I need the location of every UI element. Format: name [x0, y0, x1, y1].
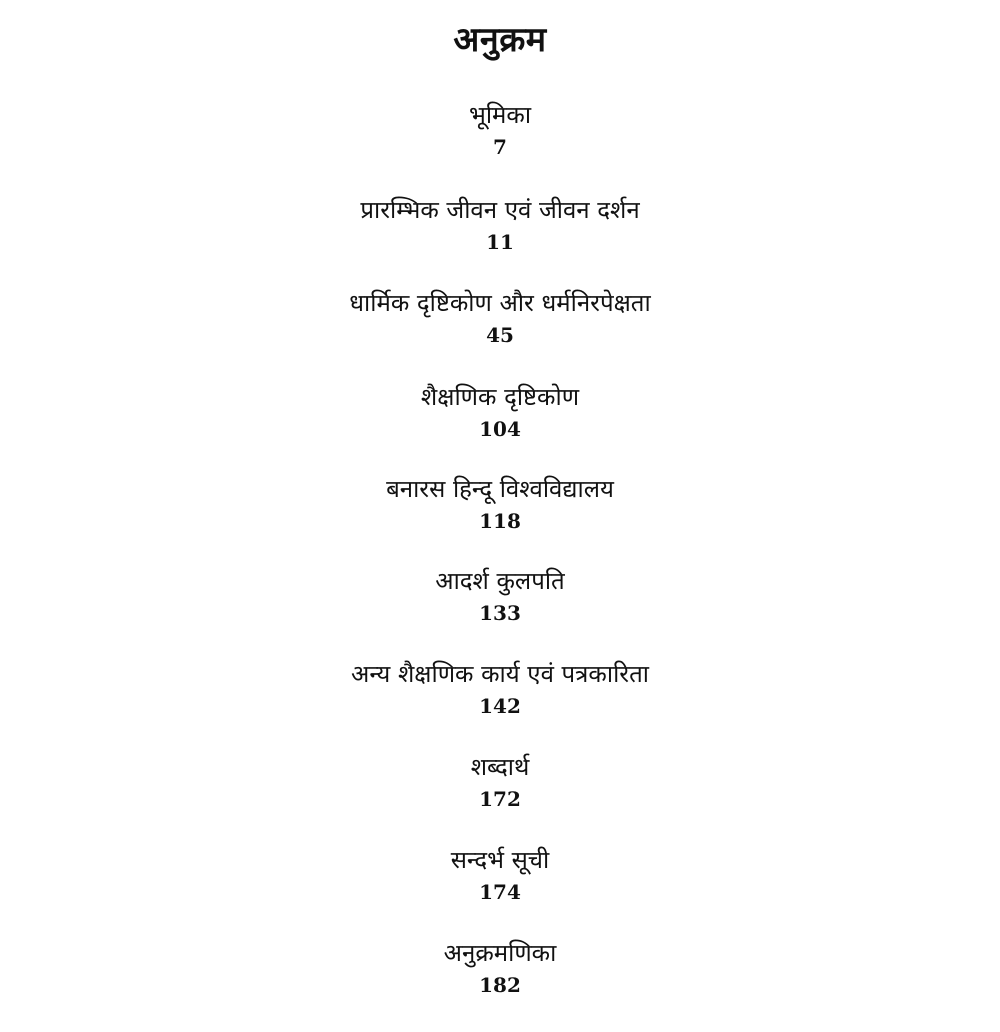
toc-entry: [0, 380, 1000, 442]
toc-entry: [0, 193, 1000, 255]
toc-entry-page-number: 133: [479, 601, 521, 625]
toc-entry: [0, 472, 1000, 534]
toc-entry-page-number: 11: [486, 230, 514, 254]
toc-entry-title: अनुक्रमणिका: [443, 939, 557, 967]
toc-entry-page-number: 174: [479, 880, 521, 904]
toc-entry-page-number: 118: [479, 509, 521, 533]
toc-entry-title: बनारस हिन्दू विश्वविद्यालय: [386, 475, 614, 503]
toc-entry-page-number: 182: [479, 973, 521, 997]
toc-entry-title: अन्य शैक्षणिक कार्य एवं पत्रकारिता: [350, 660, 650, 688]
toc-entry-title: प्रारम्भिक जीवन एवं जीवन दर्शन: [360, 196, 640, 224]
toc-entry-title: शब्दार्थ: [470, 753, 530, 781]
page-title: अनुक्रम: [453, 20, 547, 60]
toc-entry-title: आदर्श कुलपति: [435, 567, 565, 595]
toc-entry-page-number: 104: [479, 417, 521, 441]
toc-entry: [0, 98, 1000, 160]
toc-entry: [0, 657, 1000, 719]
toc-entry-title: भूमिका: [468, 101, 532, 129]
toc-entry-page-number: 172: [479, 787, 521, 811]
toc-entry: [0, 750, 1000, 812]
toc-entry: [0, 936, 1000, 998]
toc-entry: [0, 843, 1000, 905]
toc-entry-title: सन्दर्भ सूची: [450, 846, 550, 874]
toc-entry-page-number: 142: [479, 694, 521, 718]
toc-entry: [0, 564, 1000, 626]
toc-entry-page-number: 7: [493, 135, 507, 159]
toc-entry-title: शैक्षणिक दृष्टिकोण: [420, 383, 580, 411]
toc-entry: [0, 286, 1000, 348]
toc-entry-page-number: 45: [486, 323, 514, 347]
toc-entry-title: धार्मिक दृष्टिकोण और धर्मनिरपेक्षता: [349, 289, 651, 317]
